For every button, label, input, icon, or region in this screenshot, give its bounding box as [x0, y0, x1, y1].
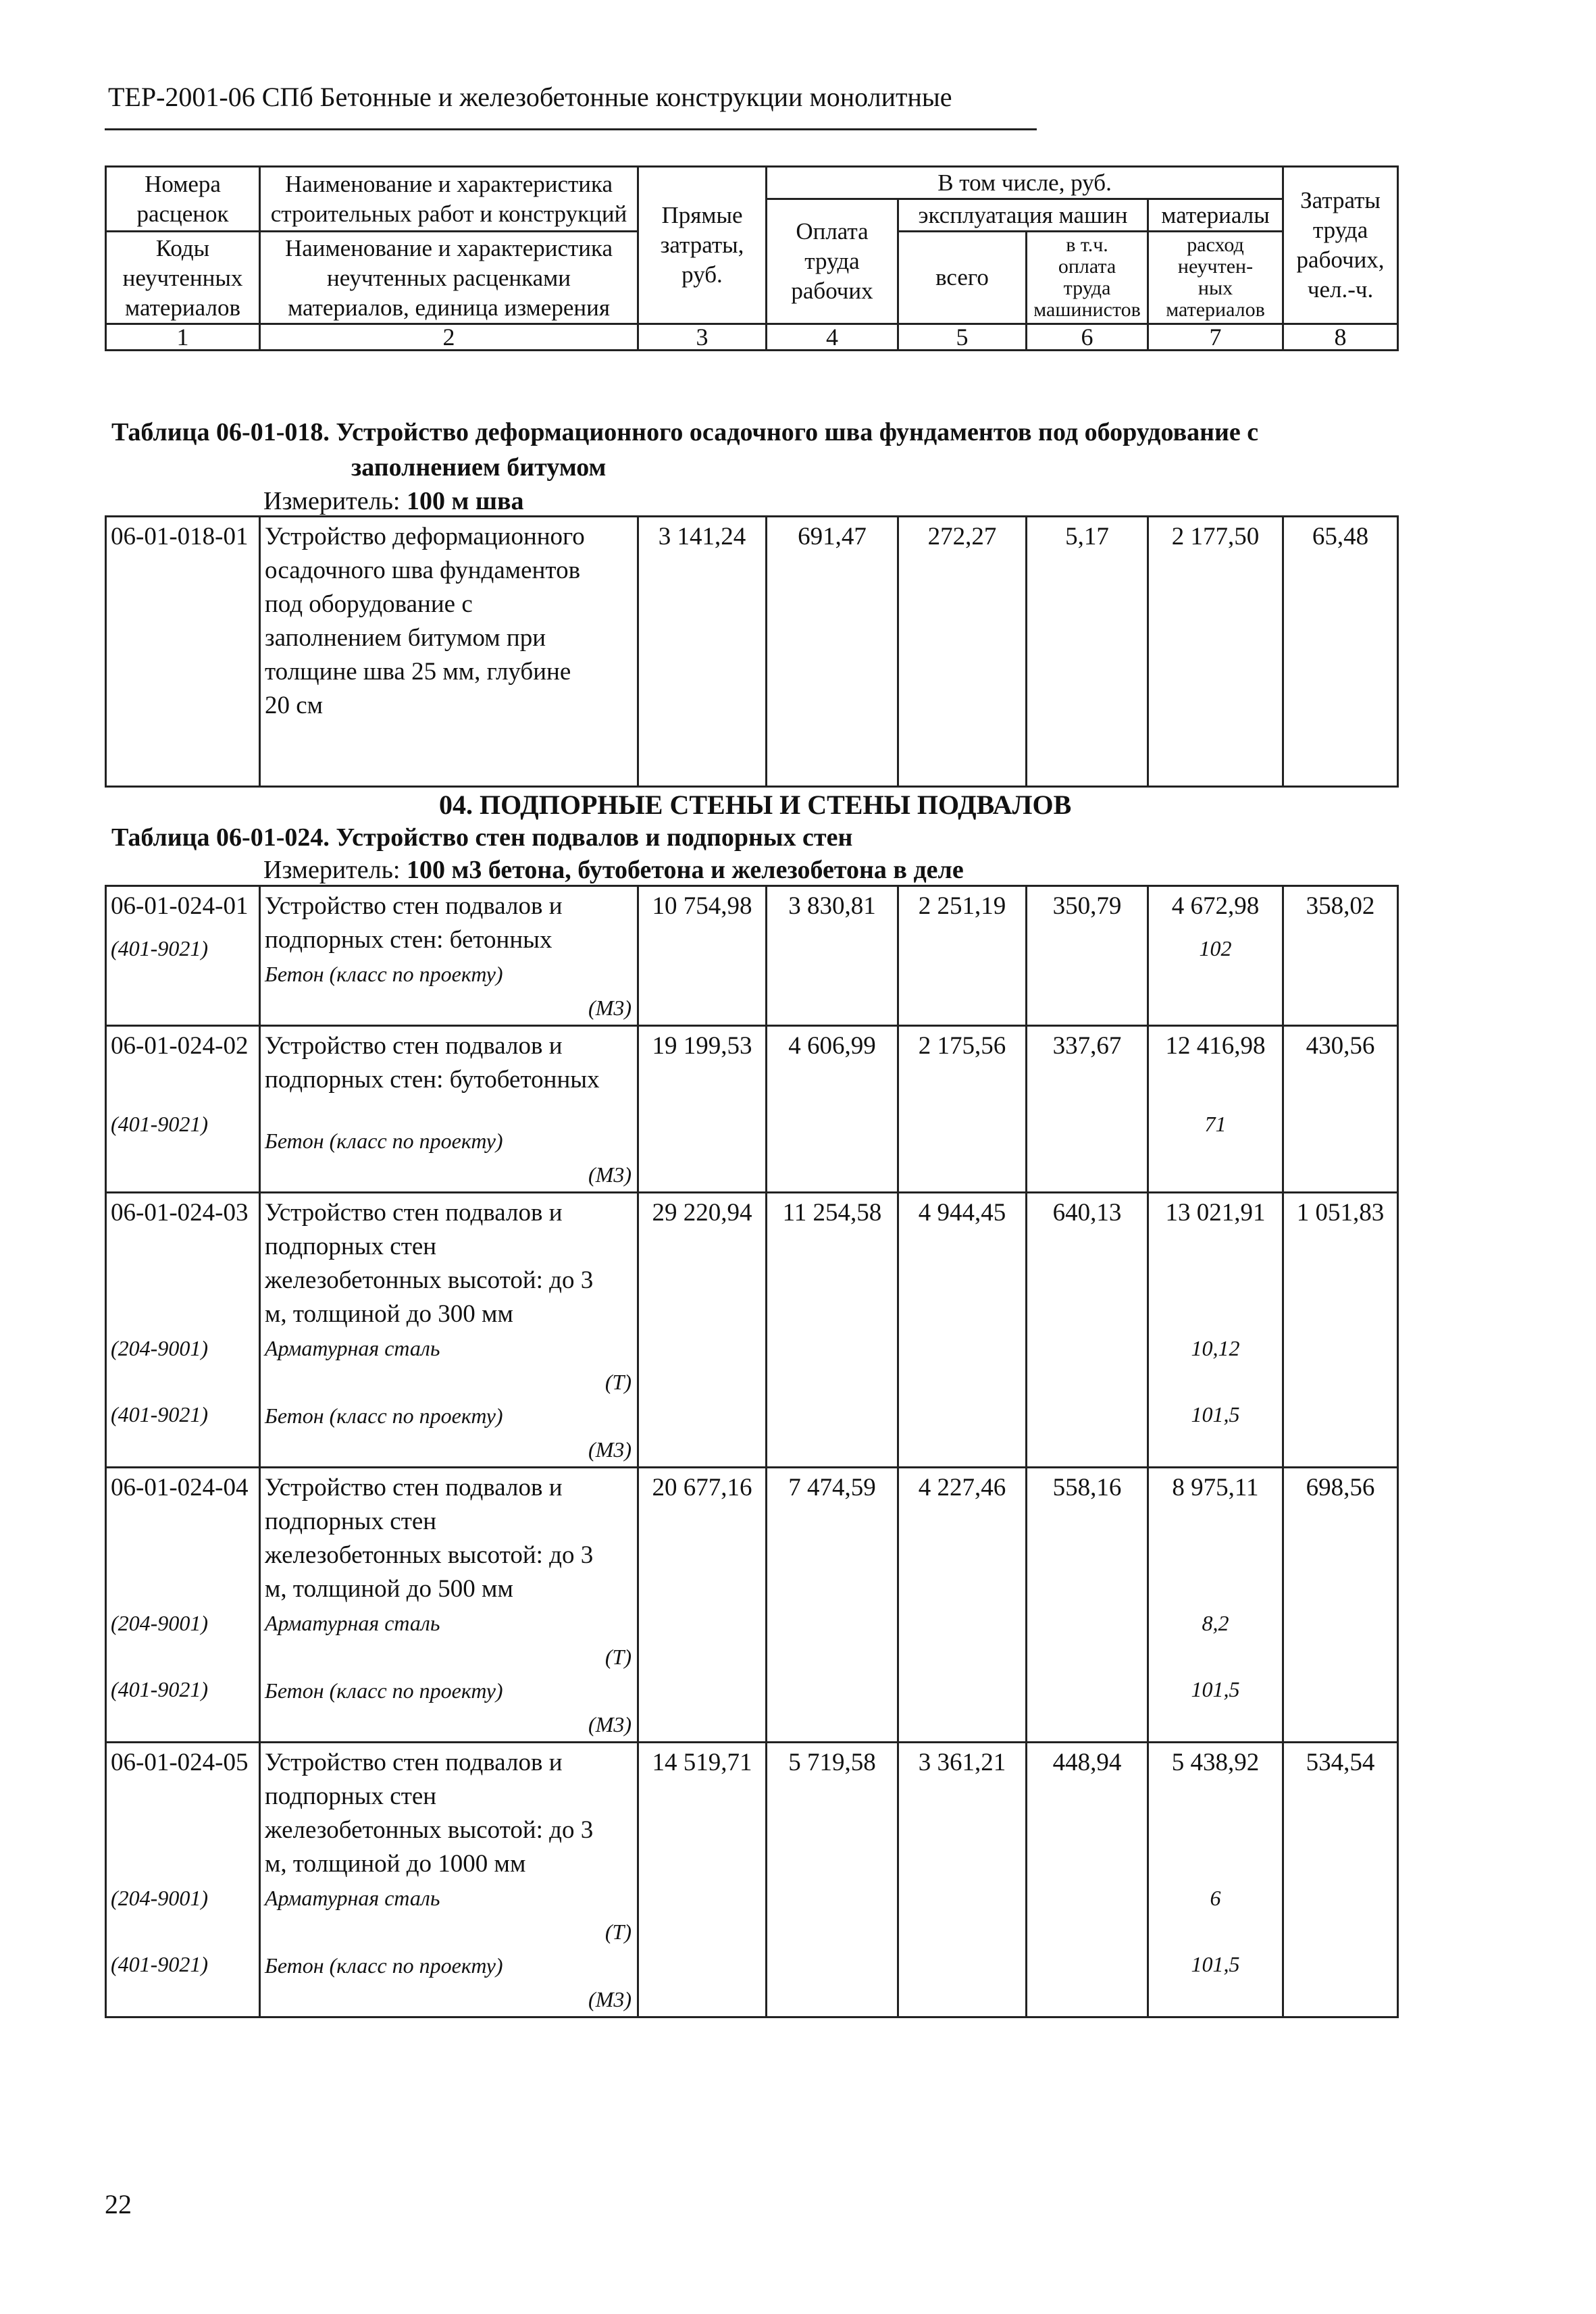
materials-cost: 8 975,11 8,2 101,5: [1148, 1468, 1283, 1743]
material-code: (204-9001): [111, 1336, 208, 1360]
col1-header-top: Номера расценок: [106, 167, 260, 232]
direct-costs: 20 677,16: [638, 1468, 767, 1743]
table-row: [106, 1743, 1398, 2017]
rate-code: 06-01-024-02 (401-9021): [106, 1026, 260, 1193]
material-unit: (М3): [588, 1437, 632, 1462]
material-amount: 102: [1199, 936, 1232, 960]
table-row: [106, 1468, 1398, 1743]
col-number: 7: [1148, 324, 1283, 351]
machinists-pay: 640,13: [1027, 1193, 1148, 1468]
col2-header-bottom: Наименование и характеристика неучтенных расценками материалов, единица измерения: [260, 232, 638, 324]
direct-costs: 19 199,53: [638, 1026, 767, 1193]
machinists-pay: 350,79: [1027, 886, 1148, 1026]
col5-header: всего: [898, 232, 1027, 324]
labor-hours: 358,02: [1283, 886, 1398, 1026]
material-unit: (Т): [604, 1370, 632, 1394]
document-header-title: ТЕР-2001-06 СПб Бетонные и железобетонные конструкции монолитные: [108, 82, 952, 112]
direct-costs: 14 519,71: [638, 1743, 767, 2017]
materials-cost: 12 416,98 71: [1148, 1026, 1283, 1193]
machinists-pay: 448,94: [1027, 1743, 1148, 2017]
rate-description: Устройство деформационного осадочного шва фундаментов под оборудование с заполнением битумом при толщине шва 25 мм, глубине 20 см: [260, 517, 638, 787]
material-name: Арматурная сталь: [265, 1611, 440, 1635]
labor-pay: 691,47: [767, 517, 898, 787]
rate-description: Устройство стен подвалов и подпорных стен железобетонных высотой: до 3 м, толщиной до 1000 мм Арматурная сталь (Т) Бетон (класс по проекту) (М3): [260, 1743, 638, 2017]
col-number: 6: [1027, 324, 1148, 351]
material-unit: (Т): [604, 1920, 632, 1944]
table-024-meter: Измеритель: 100 м3 бетона, бутобетона и железобетона в деле: [263, 856, 964, 884]
table-row: [106, 1193, 1398, 1468]
materials-cost: 2 177,50: [1148, 517, 1283, 787]
material-name: Арматурная сталь: [265, 1336, 440, 1360]
col-number: 5: [898, 324, 1027, 351]
direct-costs: 29 220,94: [638, 1193, 767, 1468]
table-row: [106, 517, 1398, 787]
direct-costs: 10 754,98: [638, 886, 767, 1026]
labor-pay: 5 719,58: [767, 1743, 898, 2017]
materials-header: материалы: [1148, 199, 1283, 232]
column-header-table: [105, 165, 1399, 351]
table-row: [106, 1026, 1398, 1193]
rate-code: 06-01-024-04 (204-9001) (401-9021): [106, 1468, 260, 1743]
labor-hours: 534,54: [1283, 1743, 1398, 2017]
table-018: [105, 515, 1399, 788]
rate-code: 06-01-024-01 (401-9021): [106, 886, 260, 1026]
material-code: (204-9001): [111, 1611, 208, 1635]
table-024-title: Таблица 06-01-024. Устройство стен подвалов и подпорных стен: [111, 823, 853, 852]
col7-header: расход неучтен- ных материалов: [1148, 232, 1283, 324]
col8-header: Затраты труда рабочих, чел.-ч.: [1283, 167, 1398, 324]
material-name: Арматурная сталь: [265, 1886, 440, 1910]
direct-costs: 3 141,24: [638, 517, 767, 787]
material-amount: 6: [1210, 1886, 1221, 1910]
machinists-pay: 337,67: [1027, 1026, 1148, 1193]
col6-header: в т.ч. оплата труда машинистов: [1027, 232, 1148, 324]
material-code: (401-9021): [111, 1112, 208, 1136]
labor-pay: 3 830,81: [767, 886, 898, 1026]
col-number: 2: [260, 324, 638, 351]
rate-description: Устройство стен подвалов и подпорных стен: бутобетонных Бетон (класс по проекту) (М3): [260, 1026, 638, 1193]
labor-pay: 4 606,99: [767, 1026, 898, 1193]
material-unit: (М3): [588, 1162, 632, 1187]
material-code: (401-9021): [111, 936, 208, 960]
table-row: [106, 886, 1398, 1026]
rate-description: Устройство стен подвалов и подпорных стен: бетонных Бетон (класс по проекту) (М3): [260, 886, 638, 1026]
machines-total: 3 361,21: [898, 1743, 1027, 2017]
labor-hours: 1 051,83: [1283, 1193, 1398, 1468]
rate-description: Устройство стен подвалов и подпорных стен железобетонных высотой: до 3 м, толщиной до 300 мм Арматурная сталь (Т) Бетон (класс по проекту) (М3): [260, 1193, 638, 1468]
rate-code: 06-01-024-03 (204-9001) (401-9021): [106, 1193, 260, 1468]
material-name: Бетон (класс по проекту): [265, 1678, 503, 1703]
labor-hours: 698,56: [1283, 1468, 1398, 1743]
material-unit: (Т): [604, 1645, 632, 1669]
table-018-title-line1: Таблица 06-01-018. Устройство деформационного осадочного шва фундаментов под оборудование с: [111, 418, 1259, 446]
material-code: (401-9021): [111, 1677, 208, 1701]
material-name: Бетон (класс по проекту): [265, 1404, 503, 1428]
material-amount: 101,5: [1191, 1677, 1240, 1701]
material-unit: (М3): [588, 1712, 632, 1737]
col-number: 1: [106, 324, 260, 351]
materials-cost: 5 438,92 6 101,5: [1148, 1743, 1283, 2017]
col-number: 3: [638, 324, 767, 351]
machines-total: 4 227,46: [898, 1468, 1027, 1743]
col1-header-bottom: Коды неучтенных материалов: [106, 232, 260, 324]
table-018-meter: Измеритель: 100 м шва: [263, 487, 524, 515]
page-number: 22: [105, 2189, 132, 2219]
table-018-title-line2: заполнением битумом: [351, 453, 607, 482]
material-amount: 101,5: [1191, 1952, 1240, 1976]
col4-header: Оплата труда рабочих: [767, 199, 898, 324]
group-header: В том числе, руб.: [767, 167, 1283, 199]
material-unit: (М3): [588, 996, 632, 1020]
rate-description: Устройство стен подвалов и подпорных стен железобетонных высотой: до 3 м, толщиной до 500 мм Арматурная сталь (Т) Бетон (класс по проекту) (М3): [260, 1468, 638, 1743]
header-rule: [105, 128, 1037, 130]
col-number: 8: [1283, 324, 1398, 351]
material-code: (401-9021): [111, 1402, 208, 1426]
labor-pay: 11 254,58: [767, 1193, 898, 1468]
material-amount: 8,2: [1202, 1611, 1229, 1635]
col-number: 4: [767, 324, 898, 351]
material-name: Бетон (класс по проекту): [265, 962, 503, 986]
machinists-pay: 5,17: [1027, 517, 1148, 787]
machinists-pay: 558,16: [1027, 1468, 1148, 1743]
material-code: (401-9021): [111, 1952, 208, 1976]
material-code: (204-9001): [111, 1886, 208, 1910]
section-heading: 04. ПОДПОРНЫЕ СТЕНЫ И СТЕНЫ ПОДВАЛОВ: [439, 790, 1072, 820]
machines-total: 2 175,56: [898, 1026, 1027, 1193]
machines-total: 4 944,45: [898, 1193, 1027, 1468]
machines-total: 272,27: [898, 517, 1027, 787]
materials-cost: 4 672,98 102: [1148, 886, 1283, 1026]
exploitation-header: эксплуатация машин: [898, 199, 1148, 232]
labor-hours: 65,48: [1283, 517, 1398, 787]
material-unit: (М3): [588, 1987, 632, 2011]
materials-cost: 13 021,91 10,12 101,5: [1148, 1193, 1283, 1468]
col2-header-top: Наименование и характеристика строительных работ и конструкций: [260, 167, 638, 232]
material-name: Бетон (класс по проекту): [265, 1953, 503, 1978]
col3-header: Прямые затраты, руб.: [638, 167, 767, 324]
material-amount: 101,5: [1191, 1402, 1240, 1426]
material-name: Бетон (класс по проекту): [265, 1129, 503, 1153]
machines-total: 2 251,19: [898, 886, 1027, 1026]
table-024: [105, 885, 1399, 2018]
rate-code: 06-01-024-05 (204-9001) (401-9021): [106, 1743, 260, 2017]
labor-hours: 430,56: [1283, 1026, 1398, 1193]
labor-pay: 7 474,59: [767, 1468, 898, 1743]
material-amount: 71: [1204, 1112, 1227, 1136]
rate-code: 06-01-018-01: [106, 517, 260, 787]
material-amount: 10,12: [1191, 1336, 1240, 1360]
